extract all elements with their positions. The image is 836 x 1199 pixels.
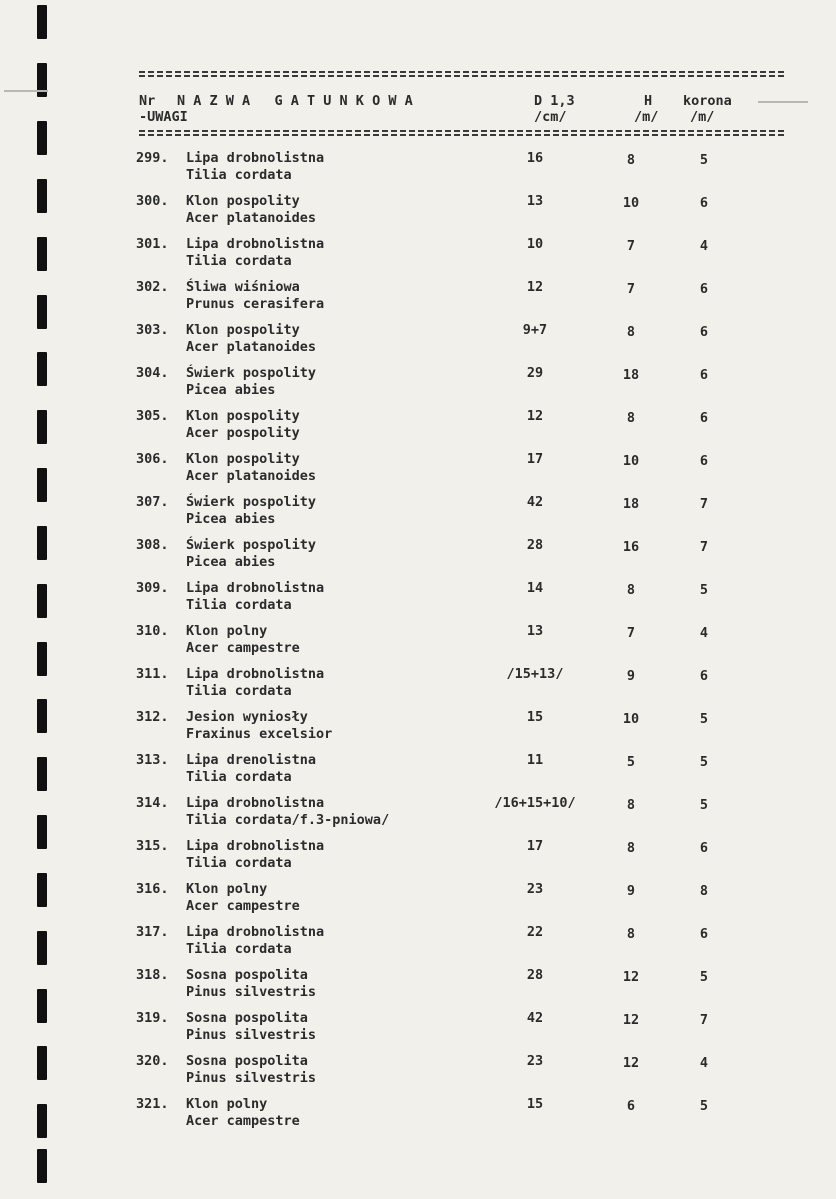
row-number: 312. [136,709,169,725]
table-row [0,365,836,408]
header-height: H [644,93,653,109]
height-value: 7 [626,625,636,641]
table-row [0,752,836,795]
height-value: 12 [622,1055,640,1071]
crown-value: 6 [699,840,709,856]
margin-smudge [758,101,808,103]
species-polish-name: Sosna pospolita [186,1053,308,1069]
species-polish-name: Klon pospolity [186,322,300,338]
species-latin-name: Tilia cordata [186,941,292,957]
height-value: 8 [626,840,636,856]
diameter-value: 16 [526,150,544,166]
species-latin-name: Tilia cordata [186,167,292,183]
species-polish-name: Lipa drenolistna [186,752,317,768]
header-species-name: N A Z W A G A T U N K O W A [177,93,413,109]
species-polish-name: Lipa drobnolistna [186,838,325,854]
height-value: 9 [626,883,636,899]
crown-value: 5 [699,797,709,813]
header-crown: korona [683,93,732,109]
diameter-value: 11 [526,752,544,768]
diameter-value: 12 [526,279,544,295]
species-polish-name: Klon pospolity [186,193,300,209]
crown-value: 6 [699,453,709,469]
crown-value: 6 [699,324,709,340]
row-number: 311. [136,666,169,682]
height-value: 7 [626,238,636,254]
species-latin-name: Acer campestre [186,1113,300,1129]
row-number: 303. [136,322,169,338]
crown-value: 4 [699,1055,709,1071]
diameter-value: /15+13/ [506,666,564,682]
table-row [0,838,836,881]
species-latin-name: Acer campestre [186,640,300,656]
row-number: 300. [136,193,169,209]
species-polish-name: Jesion wyniosły [186,709,308,725]
crown-value: 4 [699,625,709,641]
crown-value: 5 [699,582,709,598]
header-nr: Nr [139,93,156,109]
header-rule [139,130,784,136]
row-number: 302. [136,279,169,295]
species-latin-name: Picea abies [186,382,276,398]
species-latin-name: Tilia cordata [186,253,292,269]
crown-value: 5 [699,1098,709,1114]
table-row [0,451,836,494]
species-polish-name: Lipa drobnolistna [186,580,325,596]
table-row [0,924,836,967]
crown-value: 6 [699,195,709,211]
height-value: 8 [626,926,636,942]
header-height-unit: /m/ [634,109,659,125]
crown-value: 8 [699,883,709,899]
height-value: 16 [622,539,640,555]
table-row [0,322,836,365]
species-polish-name: Klon pospolity [186,451,300,467]
diameter-value: 29 [526,365,544,381]
crown-value: 5 [699,969,709,985]
crown-value: 4 [699,238,709,254]
species-polish-name: Klon polny [186,623,268,639]
species-latin-name: Tilia cordata/f.3-pniowa/ [186,812,390,828]
height-value: 12 [622,969,640,985]
row-number: 315. [136,838,169,854]
table-row [0,494,836,537]
species-polish-name: Lipa drobnolistna [186,924,325,940]
diameter-value: 12 [526,408,544,424]
species-polish-name: Śliwa wiśniowa [186,279,300,295]
species-latin-name: Acer platanoides [186,468,317,484]
row-number: 314. [136,795,169,811]
height-value: 8 [626,582,636,598]
table-row [0,1096,836,1139]
header-diameter: D 1,3 [534,93,575,109]
crown-value: 7 [699,539,709,555]
diameter-value: /16+15+10/ [494,795,576,811]
species-latin-name: Tilia cordata [186,855,292,871]
diameter-value: 13 [526,623,544,639]
row-number: 318. [136,967,169,983]
species-polish-name: Klon pospolity [186,408,300,424]
species-polish-name: Lipa drobnolistna [186,666,325,682]
table-row [0,1010,836,1053]
species-polish-name: Lipa drobnolistna [186,795,325,811]
crown-value: 5 [699,754,709,770]
species-polish-name: Lipa drobnolistna [186,150,325,166]
species-latin-name: Prunus cerasifera [186,296,325,312]
height-value: 8 [626,410,636,426]
crown-value: 6 [699,410,709,426]
margin-smudge [4,90,48,92]
crown-value: 7 [699,1012,709,1028]
table-row [0,881,836,924]
row-number: 301. [136,236,169,252]
row-number: 304. [136,365,169,381]
table-row [0,795,836,838]
height-value: 5 [626,754,636,770]
diameter-value: 42 [526,494,544,510]
height-value: 10 [622,453,640,469]
table-row [0,666,836,709]
header-diameter-unit: /cm/ [534,109,567,125]
header-notes: -UWAGI [139,109,188,125]
species-latin-name: Tilia cordata [186,769,292,785]
diameter-value: 17 [526,451,544,467]
table-row [0,623,836,666]
row-number: 310. [136,623,169,639]
diameter-value: 42 [526,1010,544,1026]
species-polish-name: Sosna pospolita [186,1010,308,1026]
row-number: 319. [136,1010,169,1026]
species-latin-name: Tilia cordata [186,683,292,699]
row-number: 317. [136,924,169,940]
crown-value: 5 [699,152,709,168]
row-number: 305. [136,408,169,424]
diameter-value: 15 [526,709,544,725]
species-polish-name: Sosna pospolita [186,967,308,983]
height-value: 18 [622,496,640,512]
diameter-value: 15 [526,1096,544,1112]
table-row [0,1053,836,1096]
species-latin-name: Pinus silvestris [186,1027,317,1043]
row-number: 321. [136,1096,169,1112]
crown-value: 6 [699,281,709,297]
height-value: 18 [622,367,640,383]
species-latin-name: Picea abies [186,554,276,570]
species-latin-name: Fraxinus excelsior [186,726,333,742]
crown-value: 5 [699,711,709,727]
height-value: 6 [626,1098,636,1114]
species-polish-name: Świerk pospolity [186,494,317,510]
table-row [0,279,836,322]
crown-value: 7 [699,496,709,512]
row-number: 307. [136,494,169,510]
species-polish-name: Lipa drobnolistna [186,236,325,252]
row-number: 306. [136,451,169,467]
species-latin-name: Acer pospolity [186,425,300,441]
species-polish-name: Świerk pospolity [186,365,317,381]
height-value: 8 [626,797,636,813]
height-value: 8 [626,152,636,168]
table-row [0,236,836,279]
row-number: 316. [136,881,169,897]
crown-value: 6 [699,926,709,942]
height-value: 10 [622,711,640,727]
species-latin-name: Acer platanoides [186,339,317,355]
diameter-value: 23 [526,1053,544,1069]
header-crown-unit: /m/ [690,109,715,125]
species-latin-name: Tilia cordata [186,597,292,613]
row-number: 308. [136,537,169,553]
row-number: 299. [136,150,169,166]
table-row [0,408,836,451]
table-row [0,967,836,1010]
table-row [0,709,836,752]
species-polish-name: Świerk pospolity [186,537,317,553]
species-latin-name: Pinus silvestris [186,984,317,1000]
species-latin-name: Picea abies [186,511,276,527]
species-latin-name: Acer platanoides [186,210,317,226]
species-latin-name: Acer campestre [186,898,300,914]
punch-hole [37,1149,47,1183]
row-number: 309. [136,580,169,596]
diameter-value: 22 [526,924,544,940]
diameter-value: 17 [526,838,544,854]
height-value: 8 [626,324,636,340]
height-value: 7 [626,281,636,297]
crown-value: 6 [699,668,709,684]
table-row [0,150,836,193]
top-rule [139,71,784,77]
height-value: 10 [622,195,640,211]
diameter-value: 14 [526,580,544,596]
diameter-value: 28 [526,537,544,553]
table-row [0,193,836,236]
punch-hole [37,5,47,39]
species-polish-name: Klon polny [186,1096,268,1112]
diameter-value: 9+7 [522,322,548,338]
table-row [0,537,836,580]
diameter-value: 10 [526,236,544,252]
species-latin-name: Pinus silvestris [186,1070,317,1086]
crown-value: 6 [699,367,709,383]
height-value: 12 [622,1012,640,1028]
height-value: 9 [626,668,636,684]
row-number: 320. [136,1053,169,1069]
diameter-value: 28 [526,967,544,983]
row-number: 313. [136,752,169,768]
species-polish-name: Klon polny [186,881,268,897]
table-row [0,580,836,623]
diameter-value: 23 [526,881,544,897]
diameter-value: 13 [526,193,544,209]
